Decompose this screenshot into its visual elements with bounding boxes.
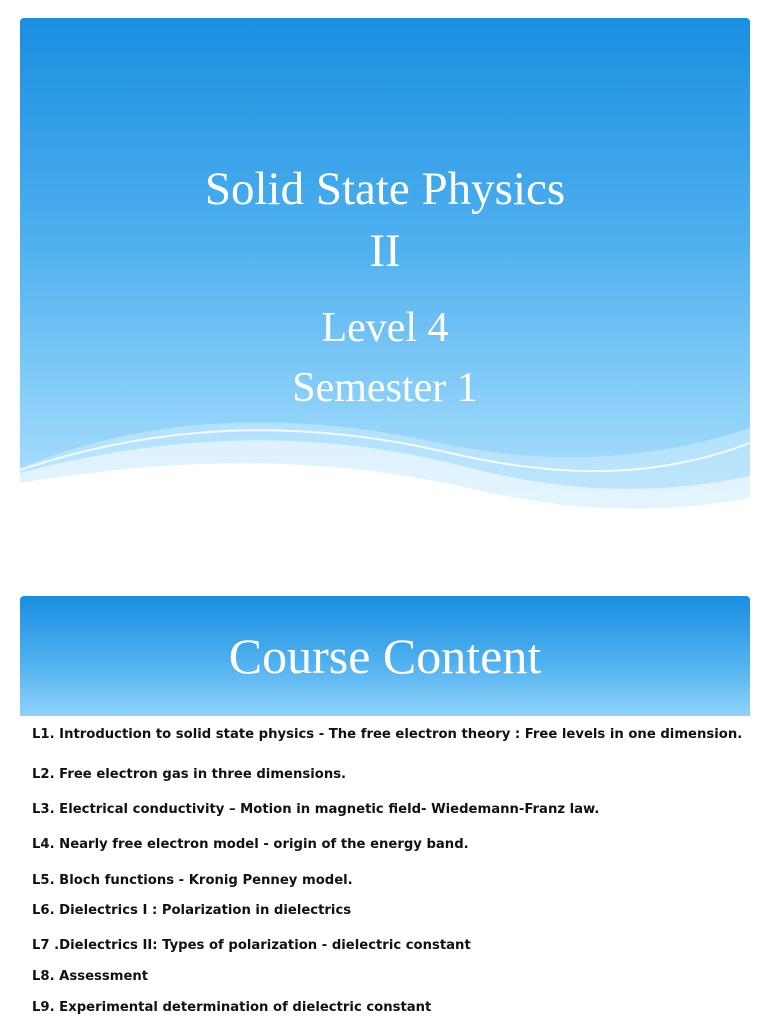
course-item-l9: L9. Experimental determination of dielectric constant [32,1000,432,1015]
course-item-l2: L2. Free electron gas in three dimensions. [32,767,347,782]
course-item-l5: L5. Bloch functions - Kronig Penney model. [32,873,353,888]
course-item-l4: L4. Nearly free electron model - origin of the energy band. [32,837,469,852]
wave-decoration [20,398,750,518]
course-item-l8: L8. Assessment [32,969,149,984]
course-item-l6: L6. Dielectrics I : Polarization in dielectrics [32,903,352,918]
slide-title-line2: II [369,225,401,277]
course-item-l3: L3. Electrical conductivity – Motion in magnetic field- Wiedemann-Franz law. [32,802,600,817]
course-content-slide [20,596,750,1024]
slide-title-line1: Solid State Physics [204,163,566,215]
course-item-l7: L7 .Dielectrics II: Types of polarization - dielectric constant [32,938,471,953]
course-item-l1: L1. Introduction to solid state physics - The free electron theory : Free levels in one dimension. [32,727,743,742]
slide-header [20,596,750,716]
level-subtitle: Level 4 [321,305,449,351]
title-slide [20,18,750,518]
semester-subtitle: Semester 1 [292,365,478,411]
course-content-title: Course Content [228,628,542,684]
